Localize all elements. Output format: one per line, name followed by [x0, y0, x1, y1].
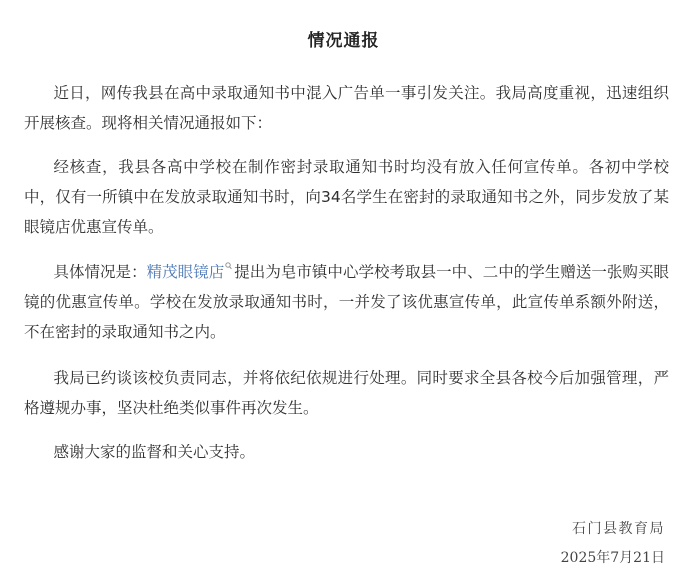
paragraph-intro: 近日，网传我县在高中录取通知书中混入广告单一事引发关注。我局高度重视，迅速组织开展核查。现将相关情况通报如下： — [24, 84, 669, 132]
store-name-link[interactable]: 精茂眼镜店 — [146, 263, 225, 281]
signature-organization: 石门县教育局 — [572, 521, 665, 537]
paragraph-thanks: 感谢大家的监督和关心支持。 — [53, 443, 255, 461]
paragraph-details — [24, 257, 669, 347]
paragraph-actions: 我局已约谈该校负责同志，并将依纪依规进行处理。同时要求全县各校今后加强管理，严格遵规办事，坚决杜绝类似事件再次发生。 — [24, 369, 669, 417]
details-rest: 提出为皂市镇中心学校考取县一中、二中的学生赠送一张购买眼镜的优惠宣传单。学校在发放录取通知书时，一并发了该优惠宣传单，此宣传单系额外附送，不在密封的录取通知书之内。 — [24, 263, 669, 341]
details-lead: 具体情况是： — [53, 263, 147, 281]
signature-date: 2025年7月21日 — [560, 550, 665, 566]
search-icon[interactable] — [225, 262, 232, 271]
notice-title: 情况通报 — [307, 31, 380, 51]
paragraph-findings: 经核查，我县各高中学校在制作密封录取通知书时均没有放入任何宣传单。各初中学校中，仅有一所镇中在发放录取通知书时，向34名学生在密封的录取通知书之外，同步发放了某眼镜店优惠宣传单。 — [24, 158, 669, 236]
